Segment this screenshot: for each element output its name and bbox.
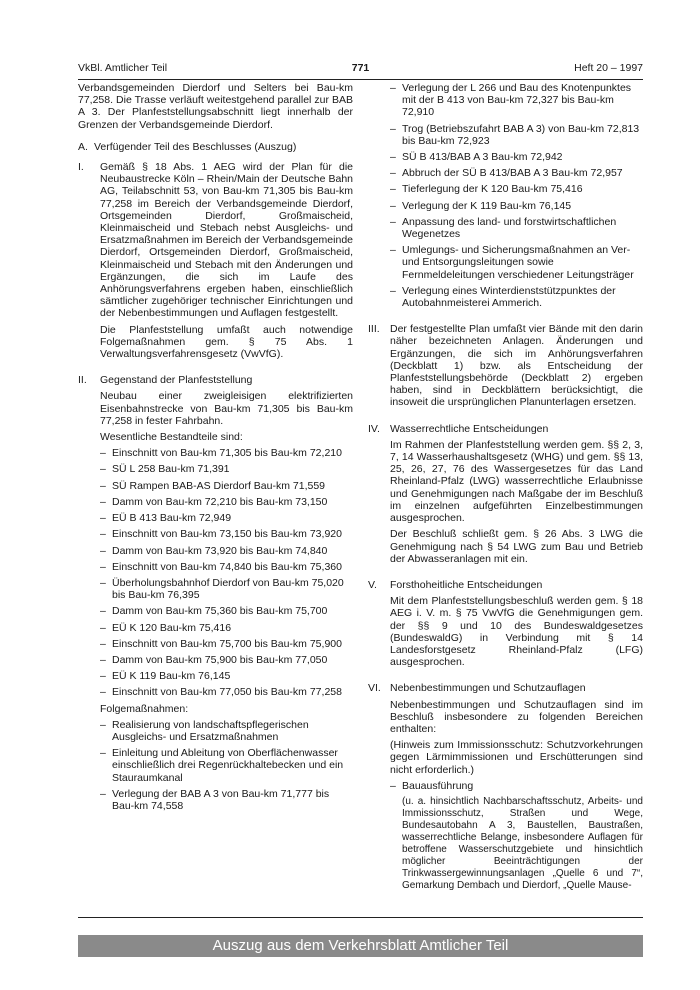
conditions-list xyxy=(390,780,643,792)
footer-banner: Auszug aus dem Verkehrsblatt Amtlicher Teil xyxy=(78,935,643,957)
list-item: – EÜ K 119 Bau-km 76,145 xyxy=(100,670,353,682)
components-list xyxy=(100,447,353,698)
section-5-title: Forsthoheitliche Entscheidungen xyxy=(390,578,543,591)
section-2-paragraph-1: Neubau einer zweigleisigen elektrifizierten Eisenbahnstrecke von Bau-km 71,305 bis Bau-km 77,258 in fester Fahrbahn. xyxy=(100,390,353,427)
section-1 xyxy=(78,161,353,364)
list-item: – Einschnitt von Bau-km 75,700 bis Bau-km 75,900 xyxy=(100,638,353,650)
list-item: – Einschnitt von Bau-km 73,150 bis Bau-km 73,920 xyxy=(100,528,353,540)
section-4-number: IV. xyxy=(368,422,380,435)
section-6-paragraph-2: (Hinweis zum Immissionsschutz: Schutzvorkehrungen gegen Lärmimmissionen und Erschütterungen sind nicht erforderlich.) xyxy=(390,739,643,776)
list-item: – Überholungsbahnhof Dierdorf von Bau-km 75,020 bis Bau-km 76,395 xyxy=(100,577,353,601)
left-column xyxy=(78,82,353,816)
publication-name: VkBl. Amtlicher Teil xyxy=(78,62,168,74)
list-item: – Realisierung von landschaftspflegerischen Ausgleichs- und Ersatzmaßnahmen xyxy=(100,719,353,743)
list-item: – Abbruch der SÜ B 413/BAB A 3 Bau-km 72,957 xyxy=(390,167,643,179)
list-item: – Einleitung und Ableitung von Oberflächenwasser einschließlich drei Regenrückhaltebecken und ein Stauraumkanal xyxy=(100,747,353,784)
section-3-paragraph-1: Der festgestellte Plan umfaßt vier Bände mit den darin näher bezeichneten Anlagen. Änderungen und Ergänzungen, die sich im Anhörungsverfahren (Deckblatt 1) bzw. als Entscheidung der Planfeststellungsbehörde (Deckblatt 2) ergeben haben, sind in Deckblättern berücksichtigt, die insoweit die ursprünglichen Planunterlagen ersetzen. xyxy=(390,323,643,409)
section-5 xyxy=(368,579,643,672)
section-5-paragraph-1: Mit dem Planfeststellungsbeschluß werden gem. § 18 AEG i. V. m. § 75 VwVfG die Genehmigungen gem. der §§ 9 und 10 des Bundeswaldgesetzes (BundeswaldG) in Verbindung mit § 14 Landesforstgesetz Rheinland-Pfalz (LFG) ausgesprochen. xyxy=(390,595,643,669)
list-item: – Trog (Betriebszufahrt BAB A 3) von Bau-km 72,813 bis Bau-km 72,923 xyxy=(390,123,643,147)
section-2 xyxy=(78,374,353,816)
list-item: – Verlegung der L 266 und Bau des Knotenpunktes mit der B 413 von Bau-km 72,327 bis Bau-km 72,910 xyxy=(390,82,643,119)
page-number: 771 xyxy=(351,62,370,74)
list-item: – Verlegung eines Winterdienststützpunktes der Autobahnmeisterei Ammerich. xyxy=(390,285,643,309)
section-6 xyxy=(368,682,643,892)
section-a-number: A. xyxy=(78,140,88,153)
list-item: – Verlegung der K 119 Bau-km 76,145 xyxy=(390,200,643,212)
page-header xyxy=(78,62,643,78)
section-3 xyxy=(368,323,643,412)
list-item: – Anpassung des land- und forstwirtschaftlichen Wegenetzes xyxy=(390,216,643,240)
list-item: – Damm von Bau-km 73,920 bis Bau-km 74,840 xyxy=(100,545,353,557)
list-item: – SÜ Rampen BAB-AS Dierdorf Bau-km 71,559 xyxy=(100,480,353,492)
list-item: – Umlegungs- und Sicherungsmaßnahmen an Ver- und Entsorgungsleitungen sowie Fernmeldeleitungen verschiedener Leitungsträger xyxy=(390,244,643,281)
section-a-heading xyxy=(78,141,353,153)
list-item: – Bauausführung xyxy=(390,780,643,792)
list-item: – Damm von Bau-km 75,900 bis Bau-km 77,050 xyxy=(100,654,353,666)
list-item: – Einschnitt von Bau-km 71,305 bis Bau-km 72,210 xyxy=(100,447,353,459)
list-item: – Einschnitt von Bau-km 77,050 bis Bau-km 77,258 xyxy=(100,686,353,698)
construction-details: (u. a. hinsichtlich Nachbarschaftsschutz, Arbeits- und Immissionsschutz, Straßen und Wege, Bundesautobahn A 3, Baustellen, Baustraßen, wasserrechtliche Belange, insbesondere Auflagen für betroffene Wasserschutzgebiete und hinsichtlich möglicher Beeinträchtigungen der Trinkwassergewinnungsanlagen „Quelle 6 und 7“, Gemarkung Dembach und Dierdorf, „Quelle Mause- xyxy=(402,795,643,891)
section-4-title: Wasserrechtliche Entscheidungen xyxy=(390,422,549,435)
section-5-number: V. xyxy=(368,578,377,591)
section-4-paragraph-1: Im Rahmen der Planfeststellung werden gem. §§ 2, 3, 7, 14 Wasserhaushaltsgesetz (WHG) und gem. §§ 13, 25, 26, 27, 76 des Wassergesetzes für das Land Rheinland-Pfalz (LWG) wasserrechtliche Erlaubnisse und Genehmigungen nach Maßgabe der im Beschluß im einzelnen aufgeführten Einzelbestimmungen ausgesprochen. xyxy=(390,438,643,525)
list-item: – Einschnitt von Bau-km 74,840 bis Bau-km 75,360 xyxy=(100,561,353,573)
section-6-paragraph-1: Nebenbestimmungen und Schutzauflagen sind im Beschluß insbesondere zu folgenden Bereichen enthalten: xyxy=(390,698,643,735)
list-item: – Verlegung der BAB A 3 von Bau-km 71,777 bis Bau-km 74,558 xyxy=(100,788,353,812)
issue-label: Heft 20 – 1997 xyxy=(574,62,643,74)
section-a-title: Verfügender Teil des Beschlusses (Auszug) xyxy=(94,140,297,153)
section-6-title: Nebenbestimmungen und Schutzauflagen xyxy=(390,682,586,695)
list-item: – EÜ K 120 Bau-km 75,416 xyxy=(100,622,353,634)
list-item: – SÜ L 258 Bau-km 71,391 xyxy=(100,463,353,475)
section-1-paragraph-1: Gemäß § 18 Abs. 1 AEG wird der Plan für die Neubaustrecke Köln – Rhein/Main der Deutsche Bahn AG, Teilabschnitt 53, von Bau-km 71,305 bis Bau-km 77,258 im Bereich der Verbandsgemeinde Dierdorf, Ortsgemeinden Dierdorf, Großmaischeid, Kleinmaischeid und Stebach nebst Ausgleichs- und Ersatzmaßnahmen im Bereich der Verbandsgemeinde Dierdorf, Ortsgemeinden Dierdorf, Großmaischeid, Kleinmaischeid und Stebach mit den Änderungen und Ergänzungen, die sich im Laufe des Anhörungsverfahrens ergeben haben, einschließlich sämtlicher zugehöriger technischer Einrichtungen und der Nebenbestimmungen und Auflagen festgestellt. xyxy=(100,161,353,320)
list-item: – SÜ B 413/BAB A 3 Bau-km 72,942 xyxy=(390,151,643,163)
section-1-number: I. xyxy=(78,161,84,174)
follow-measures-list xyxy=(100,719,353,812)
section-2-title: Gegenstand der Planfeststellung xyxy=(100,374,253,387)
section-2-number: II. xyxy=(78,374,87,387)
section-2-paragraph-2: Wesentliche Bestandteile sind: xyxy=(100,431,243,444)
section-6-number: VI. xyxy=(368,682,381,695)
section-1-paragraph-2: Die Planfeststellung umfaßt auch notwendige Folgemaßnahmen gem. § 75 Abs. 1 Verwaltungsverfahrensgesetz (VwVfG). xyxy=(100,323,353,361)
footer-divider xyxy=(78,917,643,918)
header-divider xyxy=(78,79,643,80)
section-4-paragraph-2: Der Beschluß schließt gem. § 26 Abs. 3 LWG die Genehmigung nach § 54 LWG zum Bau und Betrieb der Abwasseranlagen mit ein. xyxy=(390,528,643,565)
section-3-number: III. xyxy=(368,323,380,336)
follow-measures-continued xyxy=(368,82,643,313)
intro-paragraph: Verbandsgemeinden Dierdorf und Selters bei Bau-km 77,258. Die Trasse verläuft weitestgehend parallel zur BAB A 3. Der Planfeststellungsabschnitt liegt innerhalb der Grenzen der Verbandsgemeinde Dierdorf. xyxy=(78,82,353,131)
list-item: – Damm von Bau-km 75,360 bis Bau-km 75,700 xyxy=(100,605,353,617)
right-column xyxy=(368,82,643,892)
list-item: – EÜ B 413 Bau-km 72,949 xyxy=(100,512,353,524)
follow-measures-title: Folgemaßnahmen: xyxy=(100,702,189,715)
list-item: – Damm von Bau-km 72,210 bis Bau-km 73,150 xyxy=(100,496,353,508)
follow-measures-list-continued xyxy=(390,82,643,309)
section-4 xyxy=(368,423,643,569)
list-item: – Tieferlegung der K 120 Bau-km 75,416 xyxy=(390,183,643,195)
